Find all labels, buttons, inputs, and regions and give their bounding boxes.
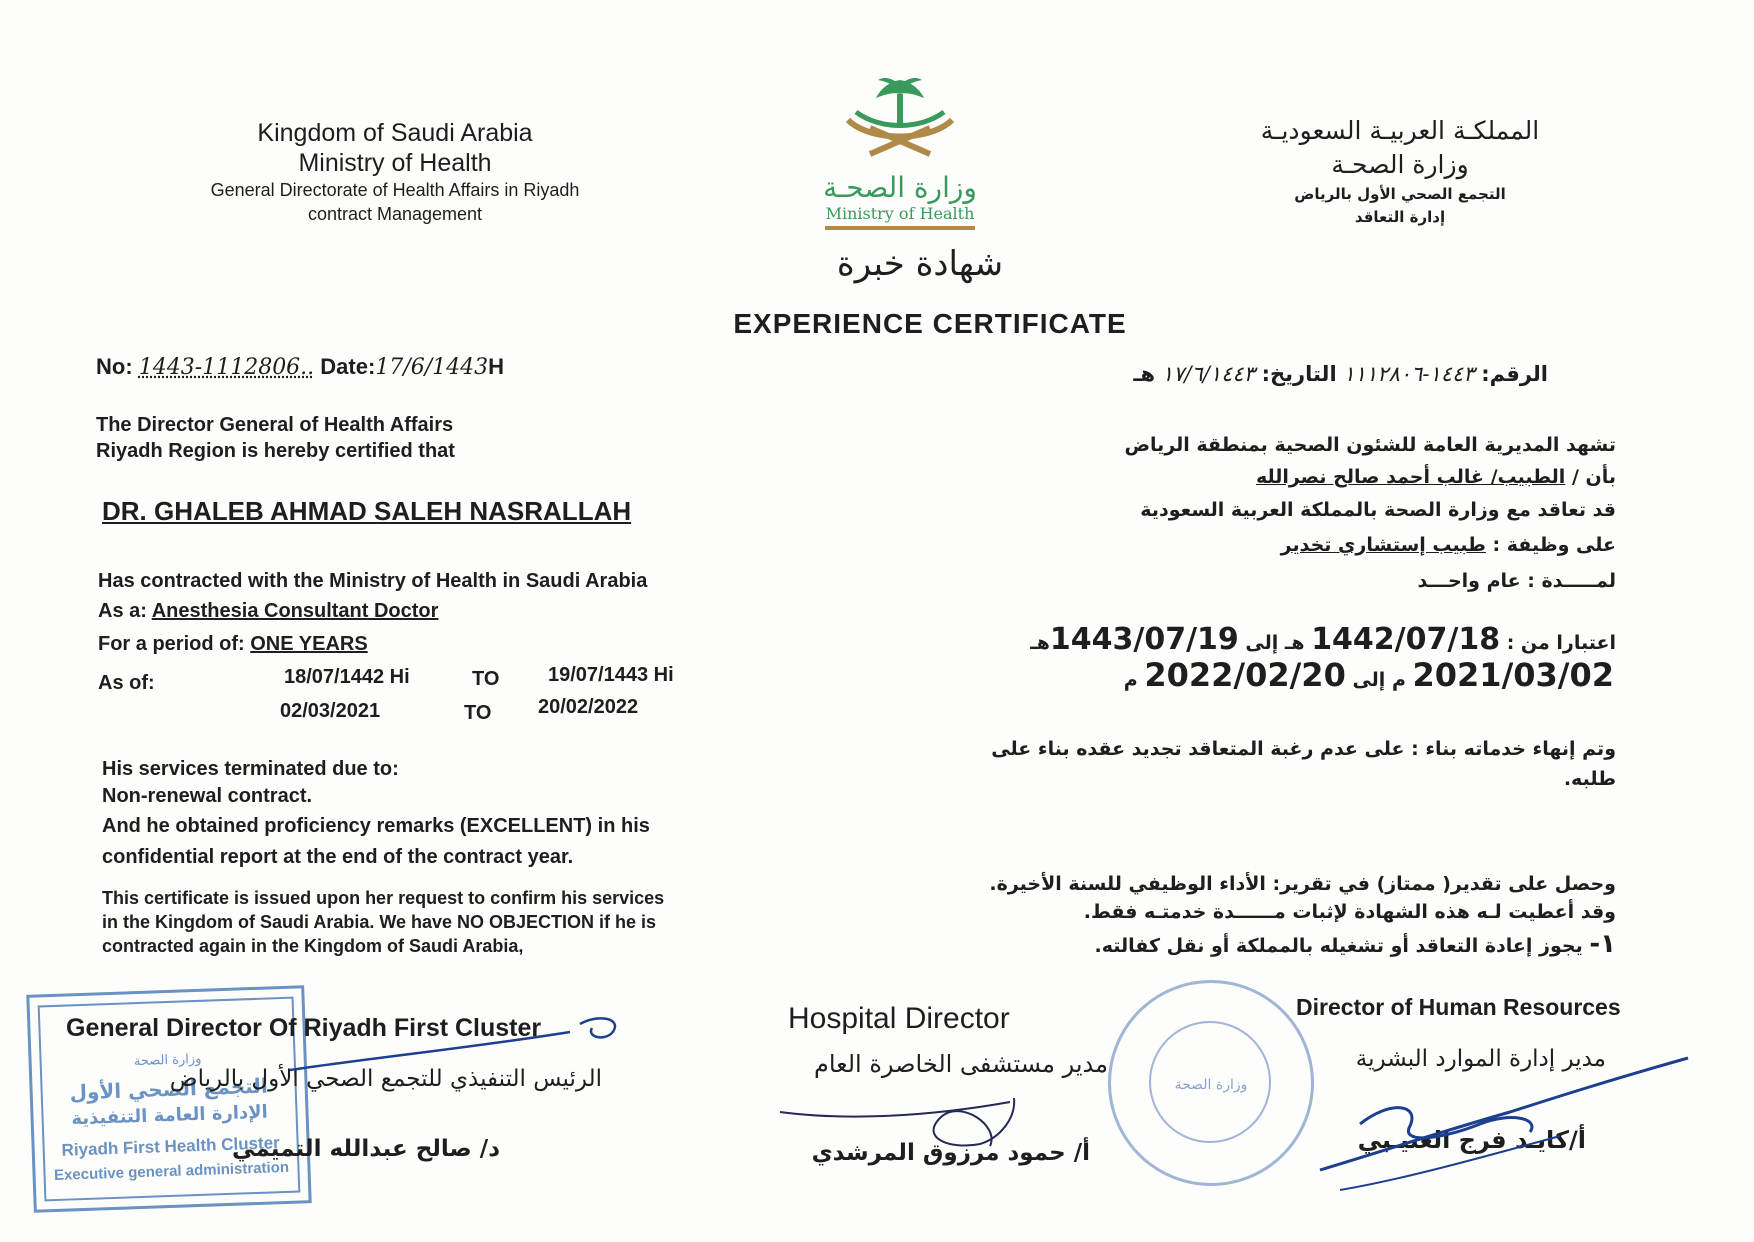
ar-line-1: تشهد المديرية العامة للشئون الصحية بمنطقة الرياض xyxy=(1124,434,1616,456)
ref-date-label: Date: xyxy=(320,354,376,379)
terminated-line-2: Non-renewal contract. xyxy=(102,785,313,807)
hijri-to: 19/07/1443 Hi xyxy=(548,664,674,686)
ar-job-title: طبيب إستشاري تخدير xyxy=(1280,534,1486,556)
left-stamp-ar-2: التجمع الصحي الأول xyxy=(69,1073,269,1105)
ministry-logo xyxy=(810,72,990,242)
ar-greg-row xyxy=(1124,656,1614,694)
ar-greg-from: 2021/03/02 xyxy=(1412,656,1614,694)
ar-greg-mid: م إلى xyxy=(1352,669,1406,691)
title-arabic: شهادة خبرة xyxy=(836,244,1004,284)
arabic-body xyxy=(976,430,1616,598)
termination-section xyxy=(102,756,802,872)
header-directorate-en: General Directorate of Health Affairs in Riyadh xyxy=(210,180,580,200)
sig-right-title-en: Director of Human Resources xyxy=(1296,994,1621,1020)
ref-ar-label: الرقم: xyxy=(1481,362,1548,386)
header-english xyxy=(150,118,640,226)
greg-to-word: TO xyxy=(464,702,492,724)
ar-hijri-mid: هـ إلى xyxy=(1245,632,1305,654)
ar-hijri-from: 1442/07/18 xyxy=(1311,622,1501,657)
ref-no-value: 1443-1112806.. xyxy=(138,355,315,380)
sig-left-name-ar: د/ صالح عبدالله التميمي xyxy=(232,1136,500,1162)
hijri-from: 18/07/1442 Hi xyxy=(284,666,410,688)
issued-line-3: contracted again in the Kingdom of Saudi Arabia, xyxy=(102,936,524,956)
as-a-value: Anesthesia Consultant Doctor xyxy=(151,600,439,622)
remarks-excellent: (EXCELLENT) xyxy=(459,815,593,837)
ar-hijri-end: هـ xyxy=(1030,632,1050,654)
intro-line-1: The Director General of Health Affairs xyxy=(96,414,454,436)
ar-grade-line-3 xyxy=(916,926,1616,964)
header-ministry-ar: وزارة الصحـة xyxy=(1331,150,1469,179)
round-stamp xyxy=(1108,980,1314,1186)
hijri-to-word: TO xyxy=(472,668,500,690)
ar-line-4-label: على وظيفة : xyxy=(1492,534,1616,556)
issued-line-2: in the Kingdom of Saudi Arabia. We have NO OBJECTION if he is xyxy=(102,912,657,932)
greg-to: 20/02/2022 xyxy=(538,696,639,718)
logo-en-text: Ministry of Health xyxy=(825,204,975,223)
ar-hijri-row xyxy=(1030,622,1616,657)
ref-no-label: No: xyxy=(96,354,133,379)
issued-line-1: This certificate is issued upon her request to confirm his services xyxy=(102,888,665,908)
ar-greg-to: 2022/02/20 xyxy=(1144,656,1346,694)
ar-grade-num: ١- xyxy=(1589,929,1616,959)
ar-from-label: اعتبارا من : xyxy=(1506,632,1616,654)
ar-line-2-label: بأن / xyxy=(1571,466,1616,488)
contract-section xyxy=(98,566,818,662)
header-ministry-en: Ministry of Health xyxy=(298,149,492,177)
header-cluster-ar: التجمع الصحي الأول بالرياض xyxy=(1294,185,1506,203)
left-stamp-ar-3: الإدارة العامة التنفيذية xyxy=(71,1101,269,1130)
doctor-name: DR. GHALEB AHMAD SALEH NASRALLAH xyxy=(102,496,632,526)
palm-crossed-swords-icon xyxy=(810,72,990,167)
sig-middle-title-en: Hospital Director xyxy=(788,1002,1010,1035)
as-a-label: As a: xyxy=(98,600,147,622)
header-arabic xyxy=(1210,114,1590,228)
period-row xyxy=(98,626,818,662)
round-stamp-text: وزارة الصحة xyxy=(1174,1077,1248,1093)
header-department-en: contract Management xyxy=(307,204,483,224)
logo-ar-text: وزارة الصحـة xyxy=(823,171,977,204)
ar-greg-end: م xyxy=(1123,669,1138,691)
general-director-signature xyxy=(280,1008,660,1078)
hospital-director-signature xyxy=(770,1078,1060,1168)
sig-right-title-ar: مدير إدارة الموارد البشرية xyxy=(1355,1046,1606,1072)
ar-term-line-2: طلبه. xyxy=(1563,768,1616,790)
sig-middle-title-ar: مدير مستشفى الخاصرة العام xyxy=(813,1050,1108,1078)
ar-line-3: قد تعاقد مع وزارة الصحة بالمملكة العربية السعودية xyxy=(1140,499,1616,521)
ar-hijri-to: 1443/07/19 xyxy=(1049,622,1239,657)
ref-ar-date: ١٧/٦/١٤٤٣ xyxy=(1161,362,1255,386)
remarks-line-2: confidential report at the end of the contract year. xyxy=(102,846,574,868)
ar-grade xyxy=(916,870,1616,964)
period-label: For a period of: xyxy=(98,633,245,655)
reference-en xyxy=(96,354,504,380)
header-country-ar: المملكـة العربيـة السعوديـة xyxy=(1260,116,1540,145)
hr-director-signature xyxy=(1300,1040,1700,1200)
title-english: EXPERIENCE CERTIFICATE xyxy=(733,308,1127,339)
ar-termination xyxy=(956,734,1616,794)
sig-middle-name-ar: أ/ حمود مرزوق المرشدي xyxy=(811,1140,1090,1166)
ar-grade-line-2: وقد أعطيت لـه هذه الشهادة لإثبات مــــــدة خدمتـه فقط. xyxy=(1083,901,1616,923)
remarks-a: And he obtained proficiency remarks xyxy=(102,815,460,837)
ar-line-5: لمـــــدة : عام واحـــد xyxy=(1417,570,1616,592)
greg-from: 02/03/2021 xyxy=(280,700,381,722)
header-country-en: Kingdom of Saudi Arabia xyxy=(257,119,533,147)
ar-doctor-name: الطبيب/ غالب أحمد صالح نصرالله xyxy=(1255,466,1566,488)
ref-date-value: 17/6/1443 xyxy=(375,355,489,380)
sig-left-title-en: General Director Of Riyadh First Cluster xyxy=(66,1014,542,1042)
as-of-label: As of: xyxy=(98,672,155,694)
left-stamp-en-1: Riyadh First Health Cluster xyxy=(61,1133,281,1160)
issued-section xyxy=(102,886,802,958)
sig-right-name-ar: أ/كايـد فرج العتيـبي xyxy=(1357,1126,1586,1154)
remarks-line-1 xyxy=(102,810,802,842)
ar-line-4 xyxy=(976,526,1616,564)
ref-date-suffix: H xyxy=(488,354,505,379)
intro-line-2: Riyadh Region is hereby certified that xyxy=(96,440,455,462)
left-stamp-ar-1: وزارة الصحة xyxy=(133,1051,202,1070)
remarks-c: in his xyxy=(592,815,650,837)
ar-grade-line-1: وحصل على تقدير( ممتاز) في تقرير: الأداء الوظيفي للسنة الأخيرة. xyxy=(989,873,1616,895)
header-department-ar: إدارة التعاقد xyxy=(1354,208,1446,226)
ref-ar-suffix: هـ xyxy=(1133,362,1156,386)
sig-left-title-ar: الرئيس التنفيذي للتجمع الصحي الأول بالرياض xyxy=(169,1066,602,1092)
contract-line: Has contracted with the Ministry of Health in Saudi Arabia xyxy=(98,570,648,592)
ar-term-line-1: وتم إنهاء خدماته بناء : على عدم رغبة المتعاقد تجديد عقده بناء على xyxy=(991,738,1616,760)
ar-line-2 xyxy=(976,460,1616,494)
ar-grade-line-3-text: يجوز إعادة التعاقد أو تشغيله بالمملكة أو نقل كفالته. xyxy=(1094,935,1583,957)
left-stamp-en-2: Executive general administration xyxy=(53,1158,290,1185)
reference-ar xyxy=(1133,362,1548,386)
logo-underline xyxy=(825,226,975,230)
terminated-line-1: His services terminated due to: xyxy=(102,758,399,780)
ref-ar-date-label: التاريخ: xyxy=(1261,362,1337,386)
ref-ar-no: ١٤٤٣-١١١٢٨٠٦ xyxy=(1343,362,1475,386)
english-body xyxy=(96,412,796,464)
as-a-row xyxy=(98,596,818,626)
period-value: ONE YEARS xyxy=(250,633,368,655)
